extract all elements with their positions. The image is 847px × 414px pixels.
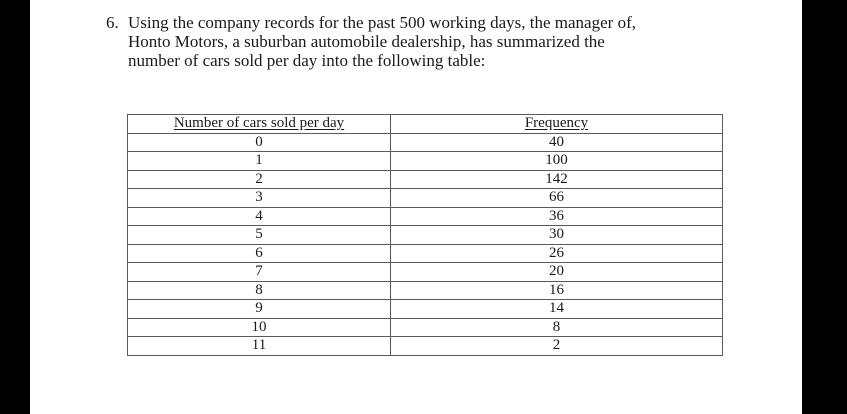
problem-text-line: Honto Motors, a suburban automobile dealership, has summarized the [128, 32, 605, 51]
cars-sold-cell: 9 [128, 300, 391, 319]
problem-text-line: Using the company records for the past 500 working days, the manager of, [128, 13, 636, 32]
frequency-cell: 14 [391, 300, 723, 319]
table-row [128, 281, 723, 300]
document-page [30, 0, 802, 414]
frequency-cell: 36 [391, 207, 723, 226]
cars-sold-cell: 0 [128, 133, 391, 152]
cars-sold-cell: 4 [128, 207, 391, 226]
frequency-cell: 26 [391, 244, 723, 263]
table-row [128, 318, 723, 337]
table-row [128, 300, 723, 319]
table-header-row [128, 115, 723, 134]
cars-sold-cell: 11 [128, 337, 391, 356]
frequency-cell: 40 [391, 133, 723, 152]
cars-sold-cell: 8 [128, 281, 391, 300]
frequency-cell: 142 [391, 170, 723, 189]
frequency-cell: 66 [391, 189, 723, 208]
cars-sold-cell: 1 [128, 152, 391, 171]
table-row [128, 207, 723, 226]
table-row [128, 189, 723, 208]
problem-number: 6. [106, 13, 119, 32]
table-row [128, 170, 723, 189]
cars-sold-cell: 5 [128, 226, 391, 245]
table-row [128, 226, 723, 245]
table-row [128, 337, 723, 356]
cars-sold-cell: 2 [128, 170, 391, 189]
table-row [128, 244, 723, 263]
cars-sold-cell: 3 [128, 189, 391, 208]
problem-text-line: number of cars sold per day into the following table: [128, 51, 486, 70]
cars-sold-cell: 6 [128, 244, 391, 263]
table-row [128, 152, 723, 171]
column-header-cars-sold: Number of cars sold per day [128, 115, 391, 134]
cars-sold-cell: 10 [128, 318, 391, 337]
cars-sold-cell: 7 [128, 263, 391, 282]
frequency-cell: 2 [391, 337, 723, 356]
frequency-cell: 30 [391, 226, 723, 245]
table-row [128, 133, 723, 152]
frequency-cell: 16 [391, 281, 723, 300]
frequency-table [127, 114, 723, 356]
problem-statement [106, 13, 766, 70]
frequency-cell: 20 [391, 263, 723, 282]
frequency-cell: 100 [391, 152, 723, 171]
table-row [128, 263, 723, 282]
column-header-frequency: Frequency [391, 115, 723, 134]
frequency-cell: 8 [391, 318, 723, 337]
